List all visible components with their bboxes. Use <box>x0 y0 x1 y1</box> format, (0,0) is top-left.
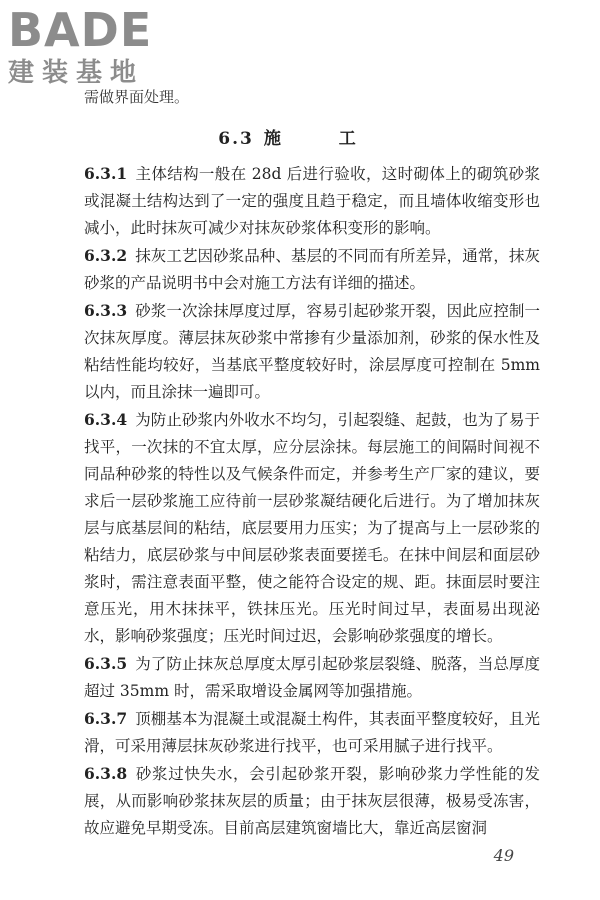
clause-text: 抹灰工艺因砂浆品种、基层的不同而有所差异，通常，抹灰砂浆的产品说明书中会对施工方法有详细的描述。 <box>84 247 540 292</box>
watermark-logo <box>8 4 188 88</box>
logo-text: BADE <box>8 3 153 57</box>
clause-number: 6.3.8 <box>84 764 128 783</box>
clause-number: 6.3.1 <box>84 164 128 183</box>
clause-text: 砂浆过快失水，会引起砂浆开裂，影响砂浆力学性能的发展，从而影响砂浆抹灰层的质量；由于抹灰层很薄，极易受冻害，故应避免早期受冻。目前高层建筑窗墙比大，靠近高层窗洞 <box>84 765 540 837</box>
section-title: 施 工 <box>263 129 382 149</box>
clause-number: 6.3.5 <box>84 654 128 673</box>
clause-6-3-8 <box>84 760 540 842</box>
clause-number: 6.3.4 <box>84 410 128 429</box>
page-number: 49 <box>493 846 514 865</box>
clause-6-3-5 <box>84 650 540 705</box>
clause-text: 砂浆一次涂抹厚度过厚，容易引起砂浆开裂，因此应控制一次抹灰厚度。薄层抹灰砂浆中常掺有少量添加剂，砂浆的保水性及粘结性能均较好，当基底平整度较好时，涂层厚度可控制在 5mm 以内，而且涂抹一遍即可。 <box>84 302 540 401</box>
previous-text-fragment: 需做界面处理。 <box>84 88 190 106</box>
clause-text: 主体结构一般在 28d 后进行验收，这时砌体上的砌筑砂浆或混凝土结构达到了一定的强度且趋于稳定，而且墙体收缩变形也减小，此时抹灰可减少对抹灰砂浆体积变形的影响。 <box>84 165 540 237</box>
clause-6-3-4 <box>84 406 540 650</box>
clause-number: 6.3.7 <box>84 709 128 728</box>
clause-list <box>84 160 540 842</box>
clause-text: 为防止砂浆内外收水不均匀，引起裂缝、起鼓，也为了易于找平，一次抹的不宜太厚，应分层涂抹。每层施工的间隔时间视不同品种砂浆的特性以及气候条件而定，并参考生产厂家的建议，要求后一层砂浆施工应待前一层砂浆凝结硬化后进行。为了增加抹灰层与底基层间的粘结，底层要用力压实；为了提高与上一层砂浆的粘结力，底层砂浆与中间层砂浆表面要搓毛。在抹中间层和面层砂浆时，需注意表面平整，使之能符合设定的规、距。抹面层时要注意压光，用木抹抹平，铁抹压光。压光时间过早，表面易出现泌水，影响砂浆强度；压光时间过迟，会影响砂浆强度的增长。 <box>84 411 540 645</box>
clause-text: 为了防止抹灰总厚度太厚引起砂浆层裂缝、脱落，当总厚度超过 35mm 时，需采取增设金属网等加强措施。 <box>84 655 540 700</box>
clause-number: 6.3.3 <box>84 301 128 320</box>
clause-6-3-2 <box>84 242 540 297</box>
logo-subtitle: 建装基地 <box>8 58 145 88</box>
section-number: 6.3 <box>218 129 254 149</box>
clause-number: 6.3.2 <box>84 246 128 265</box>
section-heading <box>0 124 600 149</box>
clause-6-3-1 <box>84 160 540 242</box>
clause-text: 顶棚基本为混凝土或混凝土构件，其表面平整度较好，且光滑，可采用薄层抹灰砂浆进行找平，也可采用腻子进行找平。 <box>84 710 540 755</box>
clause-6-3-7 <box>84 705 540 760</box>
clause-6-3-3 <box>84 297 540 406</box>
